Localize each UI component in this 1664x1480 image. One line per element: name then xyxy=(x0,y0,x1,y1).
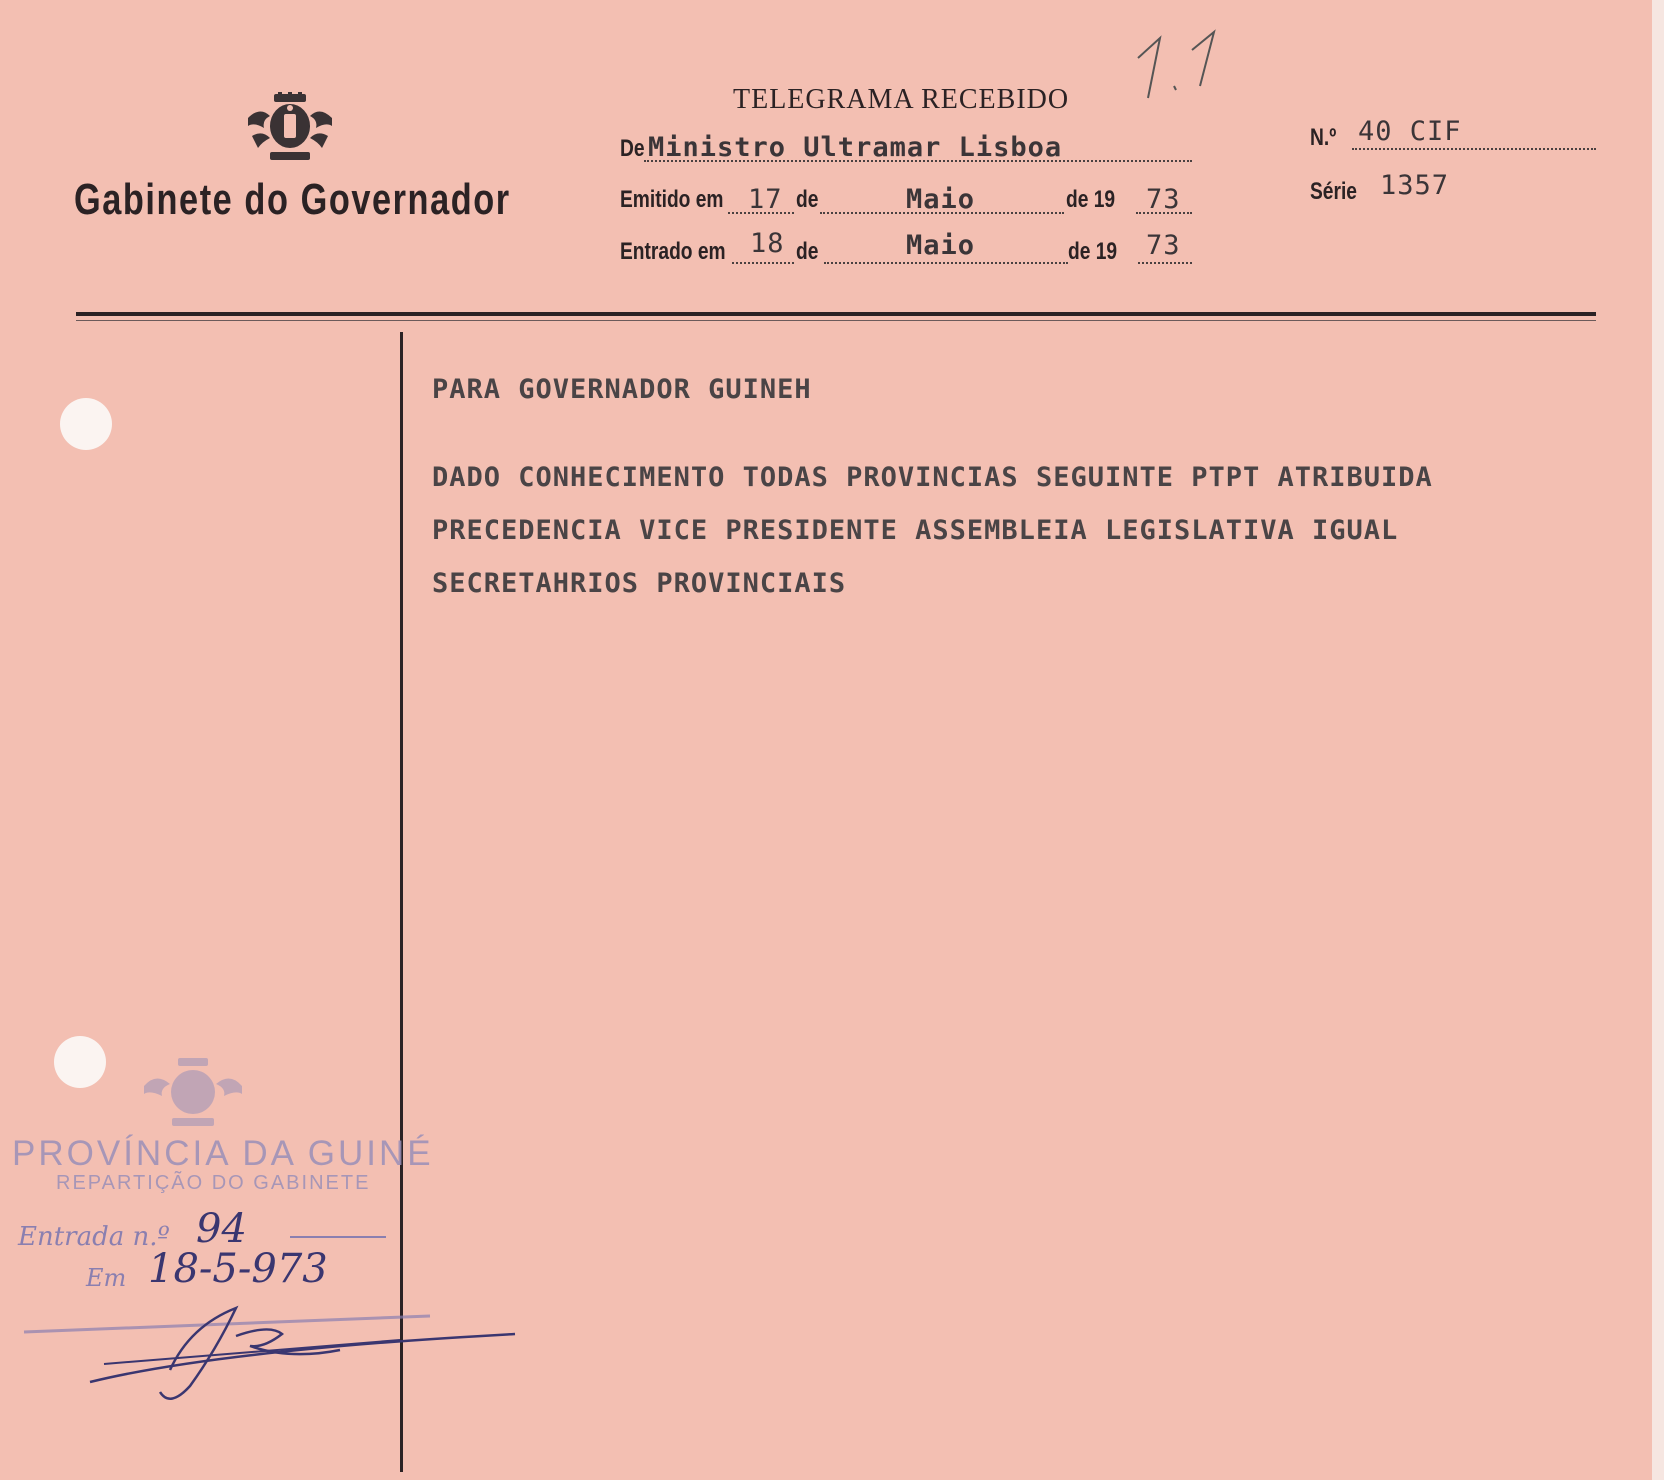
header-rule-thin xyxy=(76,320,1596,321)
entered-year: 73 xyxy=(1146,230,1181,261)
emitted-de-label: de xyxy=(796,186,819,213)
emitted-year-prefix: de 19 xyxy=(1066,186,1116,213)
emitted-year: 73 xyxy=(1146,184,1181,215)
coat-of-arms-icon xyxy=(244,92,336,164)
entered-year-prefix: de 19 xyxy=(1068,238,1118,265)
entered-year-line xyxy=(1138,262,1192,264)
from-label: De xyxy=(620,135,645,162)
page-edge xyxy=(1652,0,1664,1480)
number-label: N.º xyxy=(1310,124,1337,151)
stamp-date-label: Em xyxy=(86,1264,127,1292)
message-addressee: PARA GOVERNADOR GUINEH xyxy=(432,374,812,405)
message-line-3: SECRETAHRIOS PROVINCIAIS xyxy=(432,568,847,599)
organization-title: Gabinete do Governador xyxy=(74,175,511,224)
stamp-crest-icon xyxy=(138,1058,248,1130)
entered-month-line xyxy=(824,262,1068,264)
stamp-province-line: PROVÍNCIA DA GUINÉ xyxy=(12,1134,434,1173)
entered-de-label: de xyxy=(796,238,819,265)
message-line-2: PRECEDENCIA VICE PRESIDENTE ASSEMBLEIA LEGISLATIVA IGUAL xyxy=(432,515,1399,546)
stamp-department-line: REPARTIÇÃO DO GABINETE xyxy=(56,1172,371,1194)
handwritten-initials xyxy=(1130,28,1230,108)
entered-month: Maio xyxy=(906,230,976,261)
emitted-month: Maio xyxy=(906,184,976,215)
stamp-date-value: 18-5-973 xyxy=(148,1246,328,1292)
punch-hole-top xyxy=(60,398,112,450)
from-value: Ministro Ultramar Lisboa xyxy=(648,132,1063,163)
entered-day-line xyxy=(732,262,794,264)
emitted-day: 17 xyxy=(748,184,783,215)
from-dotted-line xyxy=(644,160,1192,162)
stamp-entry-label: Entrada n.º xyxy=(18,1222,170,1252)
number-dotted-line xyxy=(1352,148,1596,150)
signature xyxy=(20,1290,520,1400)
entered-day: 18 xyxy=(750,228,785,259)
number-value: 40 CIF xyxy=(1358,116,1462,147)
series-value: 1357 xyxy=(1380,170,1450,201)
stamp-entry-line xyxy=(290,1236,386,1238)
stamp-entry-number: 94 xyxy=(196,1206,247,1252)
entered-label: Entrado em xyxy=(620,238,726,265)
series-label: Série xyxy=(1310,178,1357,205)
form-title: TELEGRAMA RECEBIDO xyxy=(733,84,1070,115)
punch-hole-bottom xyxy=(54,1036,106,1088)
header-rule xyxy=(76,312,1596,316)
emitted-label: Emitido em xyxy=(620,186,724,213)
message-line-1: DADO CONHECIMENTO TODAS PROVINCIAS SEGUINTE PTPT ATRIBUIDA xyxy=(432,462,1433,493)
